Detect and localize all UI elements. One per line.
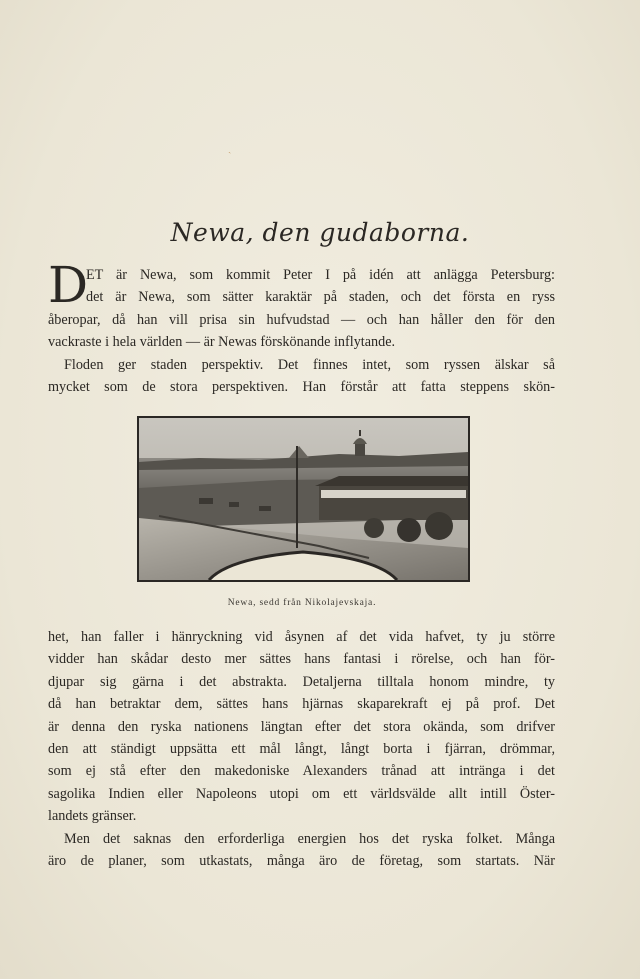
- text-line: åberopar, då han vill prisa sin hufvudstad — och han håller den för den: [48, 312, 555, 328]
- opening-lines: [86, 264, 555, 309]
- chapter-title: Newa, den gudaborna.: [170, 218, 470, 247]
- text-line: som ej stå efter den makedoniske Alexanders trånad att intränga i det: [48, 763, 555, 780]
- photo-illustration: [139, 418, 468, 580]
- drop-cap: D: [48, 256, 89, 314]
- text-line: Floden ger staden perspektiv. Det finnes intet, som ryssen älskar så: [64, 356, 555, 373]
- paragraph-2-continued: [48, 626, 555, 872]
- text-line: Men det saknas den erforderliga energien hos det ryska folket. Många: [64, 830, 555, 847]
- text-line: den att ständigt uppsätta ett mål långt, långt borta i fjärran, drömmar,: [48, 740, 555, 757]
- text-line: sagolika Indien eller Napoleons utopi om ett världsvälde allt intill Öster-: [48, 785, 555, 802]
- text-line: äro de planer, som utkastats, många äro de företag, som startats. När: [48, 852, 555, 869]
- text-line: det är Newa, som sätter karaktär på staden, och det första en ryss: [86, 289, 555, 306]
- text-line: het, han faller i hänryckning vid åsynen af det vida hafvet, ty ju större: [48, 629, 555, 645]
- text-line: landets gränser.: [48, 808, 137, 825]
- text-line: ET är Newa, som kommit Peter I på idén att anlägga Petersburg:: [86, 267, 555, 283]
- photo-caption: Newa, sedd från Nikolajevskaja.: [227, 598, 377, 608]
- text-line: då han betraktar dem, sättes hans hjärnas skaparekraft ej på prof. Det: [48, 696, 555, 713]
- text-line: vidder han skådar desto mer sättes hans fantasi i rörelse, och han för-: [48, 651, 555, 668]
- text-line: är denna den ryska nationens längtan efter det stora okända, som drifver: [48, 718, 555, 735]
- photo-newa-river: [137, 416, 470, 582]
- text-line: djupar sig gärna i det abstrakta. Detaljerna tilltala honom mindre, ty: [48, 673, 555, 690]
- text-line: vackraste i hela världen — är Newas förskönande inflytande.: [48, 334, 396, 351]
- paragraph-1: [48, 309, 555, 399]
- text-line: mycket som de stora perspektiven. Han förstår att fatta steppens skön-: [48, 379, 555, 396]
- ink-mark: ˏ: [228, 143, 232, 154]
